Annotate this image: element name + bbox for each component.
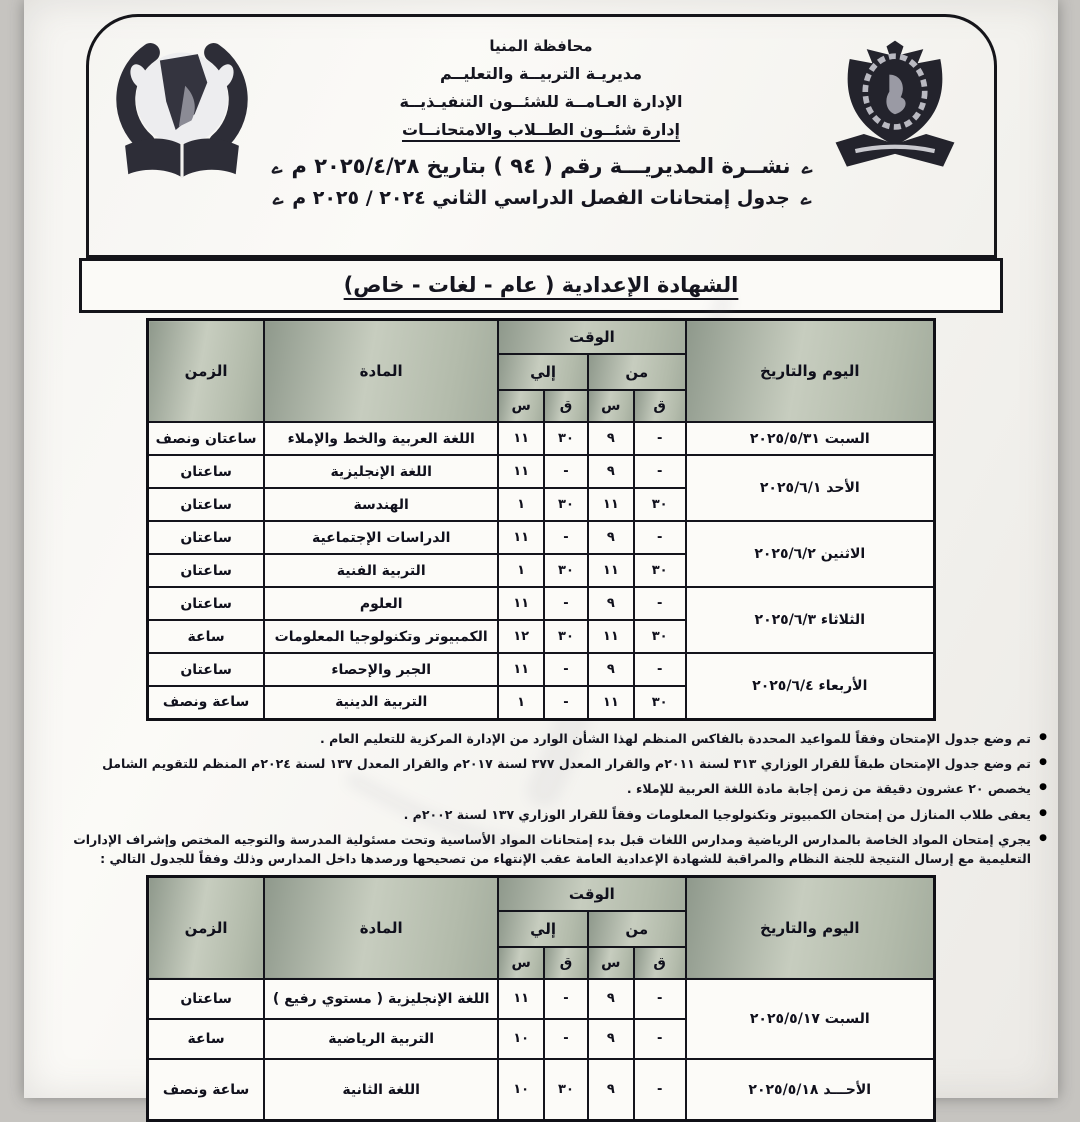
bulletin-line: [261, 154, 821, 178]
duration-cell: ساعة: [148, 620, 265, 653]
ornament-icon: ے: [797, 187, 813, 210]
administration-name: الإدارة العـامــة للشئــون التنفيـذيــة: [399, 92, 683, 111]
from-hours-cell: ١١: [588, 488, 634, 521]
department-name: إدارة شئــون الطــلاب والامتحانــات: [401, 120, 681, 139]
col-header-minutes: ق: [544, 947, 588, 979]
subject-cell: الدراسات الإجتماعية: [264, 521, 498, 554]
col-header-duration: الزمن: [148, 876, 265, 979]
paper-sheet: [24, 0, 1058, 1098]
note-item: ● تم وضع جدول الإمتحان وفقاً للمواعيد المحددة بالفاكس المنظم لهذا الشأن الوارد من الإدارة المركزية للتعليم العام .: [35, 729, 1047, 748]
day-date-cell: الثلاثاء ٢٠٢٥/٦/٣: [686, 587, 935, 653]
to-minutes-cell: -: [544, 1019, 588, 1059]
to-minutes-cell: -: [544, 979, 588, 1019]
duration-cell: ساعتان ونصف: [148, 422, 265, 455]
note-item: ● يخصص ٢٠ عشرون دقيقة من زمن إجابة مادة اللغة العربية للإملاء .: [35, 779, 1047, 798]
schedule-line: [262, 187, 821, 209]
ornament-icon: ے: [269, 187, 285, 210]
from-hours-cell: ٩: [588, 1019, 634, 1059]
subject-cell: الكمبيوتر وتكنولوجيا المعلومات: [264, 620, 498, 653]
subject-cell: العلوم: [264, 587, 498, 620]
to-hours-cell: ١١: [498, 521, 544, 554]
duration-cell: ساعتان: [148, 521, 265, 554]
col-header-minutes: ق: [634, 947, 686, 979]
subject-cell: اللغة الثانية: [264, 1059, 498, 1121]
col-header-hours: س: [588, 390, 634, 422]
duration-cell: ساعة ونصف: [148, 1059, 265, 1121]
exam-row: [148, 455, 935, 488]
day-date-cell: الاثنين ٢٠٢٥/٦/٢: [686, 521, 935, 587]
from-minutes-cell: ٣٠: [634, 554, 686, 587]
day-date-cell: الأربعاء ٢٠٢٥/٦/٤: [686, 653, 935, 719]
from-hours-cell: ٩: [588, 587, 634, 620]
bulletin-text: نشــرة المديريـــة رقم ( ٩٤ ) بتاريخ ٢٠٢٥/٤/٢٨ م: [291, 154, 791, 178]
to-hours-cell: ١: [498, 686, 544, 719]
col-header-time: الوقت: [498, 320, 685, 355]
directorate-name: مديريـة التربيــة والتعليــم: [439, 64, 643, 83]
subject-cell: اللغة العربية والخط والإملاء: [264, 422, 498, 455]
to-hours-cell: ١٠: [498, 1019, 544, 1059]
from-hours-cell: ١١: [588, 620, 634, 653]
to-hours-cell: ١١: [498, 979, 544, 1019]
from-minutes-cell: ٣٠: [634, 488, 686, 521]
to-hours-cell: ١٢: [498, 620, 544, 653]
subject-cell: اللغة الإنجليزية: [264, 455, 498, 488]
table-body: [148, 422, 935, 719]
col-header-hours: س: [498, 390, 544, 422]
to-hours-cell: ١١: [498, 653, 544, 686]
notes-list: [29, 729, 1053, 869]
duration-cell: ساعتان: [148, 455, 265, 488]
duration-cell: ساعتان: [148, 488, 265, 521]
duration-cell: ساعة ونصف: [148, 686, 265, 719]
from-hours-cell: ٩: [588, 521, 634, 554]
day-date-cell: الأحـــد ٢٠٢٥/٥/١٨: [686, 1059, 935, 1121]
exam-row: [148, 521, 935, 554]
governorate-name: محافظة المنيا: [489, 37, 593, 55]
subject-cell: التربية الدينية: [264, 686, 498, 719]
from-minutes-cell: -: [634, 587, 686, 620]
from-hours-cell: ٩: [588, 455, 634, 488]
ornament-icon: ے: [268, 156, 284, 179]
from-minutes-cell: -: [634, 979, 686, 1019]
col-header-duration: الزمن: [148, 320, 265, 423]
col-header-from: من: [588, 354, 686, 390]
from-hours-cell: ١١: [588, 554, 634, 587]
col-header-hours: س: [498, 947, 544, 979]
from-minutes-cell: -: [634, 1059, 686, 1121]
to-hours-cell: ١١: [498, 455, 544, 488]
day-date-cell: الأحد ٢٠٢٥/٦/١: [686, 455, 935, 521]
to-minutes-cell: ٣٠: [544, 554, 588, 587]
col-header-to: إلي: [498, 911, 588, 947]
from-minutes-cell: -: [634, 653, 686, 686]
duration-cell: ساعة: [148, 1019, 265, 1059]
duration-cell: ساعتان: [148, 653, 265, 686]
to-hours-cell: ١١: [498, 422, 544, 455]
table-header: [148, 320, 935, 423]
exam-schedule-table-special: [146, 875, 936, 1122]
subject-cell: اللغة الإنجليزية ( مستوي رفيع ): [264, 979, 498, 1019]
header-box: [86, 14, 997, 258]
to-minutes-cell: -: [544, 653, 588, 686]
certificate-title-bar: [79, 258, 1003, 313]
table-body: [148, 979, 935, 1121]
col-header-hours: س: [588, 947, 634, 979]
col-header-from: من: [588, 911, 686, 947]
page-title: الشهادة الإعدادية ( عام - لغات - خاص): [343, 273, 739, 297]
schedule-text: جدول إمتحانات الفصل الدراسي الثاني ٢٠٢٤ / ٢٠٢٥ م: [292, 187, 790, 209]
duration-cell: ساعتان: [148, 554, 265, 587]
to-hours-cell: ١٠: [498, 1059, 544, 1121]
to-minutes-cell: ٣٠: [544, 488, 588, 521]
to-minutes-cell: ٣٠: [544, 1059, 588, 1121]
exam-row: [148, 653, 935, 686]
to-hours-cell: ١: [498, 554, 544, 587]
col-header-day-date: اليوم والتاريخ: [686, 320, 935, 423]
from-minutes-cell: -: [634, 422, 686, 455]
subject-cell: الهندسة: [264, 488, 498, 521]
note-item: ● يعفى طلاب المنازل من إمتحان الكمبيوتر وتكنولوجيا المعلومات وفقاً للقرار الوزاري ١٣٧ لسنة ٢٠٠٢م .: [35, 805, 1047, 824]
col-header-to: إلي: [498, 354, 588, 390]
from-hours-cell: ٩: [588, 979, 634, 1019]
from-hours-cell: ٩: [588, 1059, 634, 1121]
duration-cell: ساعتان: [148, 587, 265, 620]
exam-row: [148, 587, 935, 620]
subject-cell: الجبر والإحصاء: [264, 653, 498, 686]
col-header-subject: المادة: [264, 876, 498, 979]
exam-row: [148, 1059, 935, 1121]
from-minutes-cell: -: [634, 1019, 686, 1059]
note-item: ● يجري إمتحان المواد الخاصة بالمدارس الرياضية ومدارس اللغات قبل بدء إمتحانات المواد الأساسية وتحت مسئولية المدرسة والتوجيه المختص وإشراف الإدارات التعليمية مع إرسال النتيجة للجنة النظام والمراقبة للشهادة الإعدادية العامة عقب الإنتهاء من تصحيحها ورصدها داخل المدارس وذلك وفقاً للجدول التالي :: [35, 830, 1047, 869]
from-minutes-cell: -: [634, 521, 686, 554]
note-item: ● تم وضع جدول الإمتحان طبقاً للقرار الوزاري ٣١٣ لسنة ٢٠١١م والقرار المعدل ٣٧٧ لسنة ٢٠١٧م والقرار المعدل ١٣٧ لسنة ٢٠٢٤م المنظم للتقويم الشامل: [35, 754, 1047, 773]
from-hours-cell: ٩: [588, 653, 634, 686]
from-minutes-cell: ٣٠: [634, 620, 686, 653]
exam-row: [148, 422, 935, 455]
subject-cell: التربية الرياضية: [264, 1019, 498, 1059]
col-header-minutes: ق: [544, 390, 588, 422]
to-minutes-cell: ٣٠: [544, 422, 588, 455]
subject-cell: التربية الفنية: [264, 554, 498, 587]
to-minutes-cell: -: [544, 686, 588, 719]
to-minutes-cell: -: [544, 587, 588, 620]
to-hours-cell: ١: [498, 488, 544, 521]
exam-row: [148, 979, 935, 1019]
exam-schedule-table-main: [146, 318, 936, 721]
col-header-minutes: ق: [634, 390, 686, 422]
header-text-block: [89, 17, 994, 255]
day-date-cell: السبت ٢٠٢٥/٥/١٧: [686, 979, 935, 1059]
duration-cell: ساعتان: [148, 979, 265, 1019]
from-minutes-cell: ٣٠: [634, 686, 686, 719]
to-minutes-cell: ٣٠: [544, 620, 588, 653]
from-minutes-cell: -: [634, 455, 686, 488]
col-header-day-date: اليوم والتاريخ: [686, 876, 935, 979]
to-minutes-cell: -: [544, 521, 588, 554]
table-header: [148, 876, 935, 979]
from-hours-cell: ١١: [588, 686, 634, 719]
to-hours-cell: ١١: [498, 587, 544, 620]
day-date-cell: السبت ٢٠٢٥/٥/٣١: [686, 422, 935, 455]
col-header-subject: المادة: [264, 320, 498, 423]
col-header-time: الوقت: [498, 876, 685, 911]
to-minutes-cell: -: [544, 455, 588, 488]
from-hours-cell: ٩: [588, 422, 634, 455]
ornament-icon: ے: [798, 156, 814, 179]
